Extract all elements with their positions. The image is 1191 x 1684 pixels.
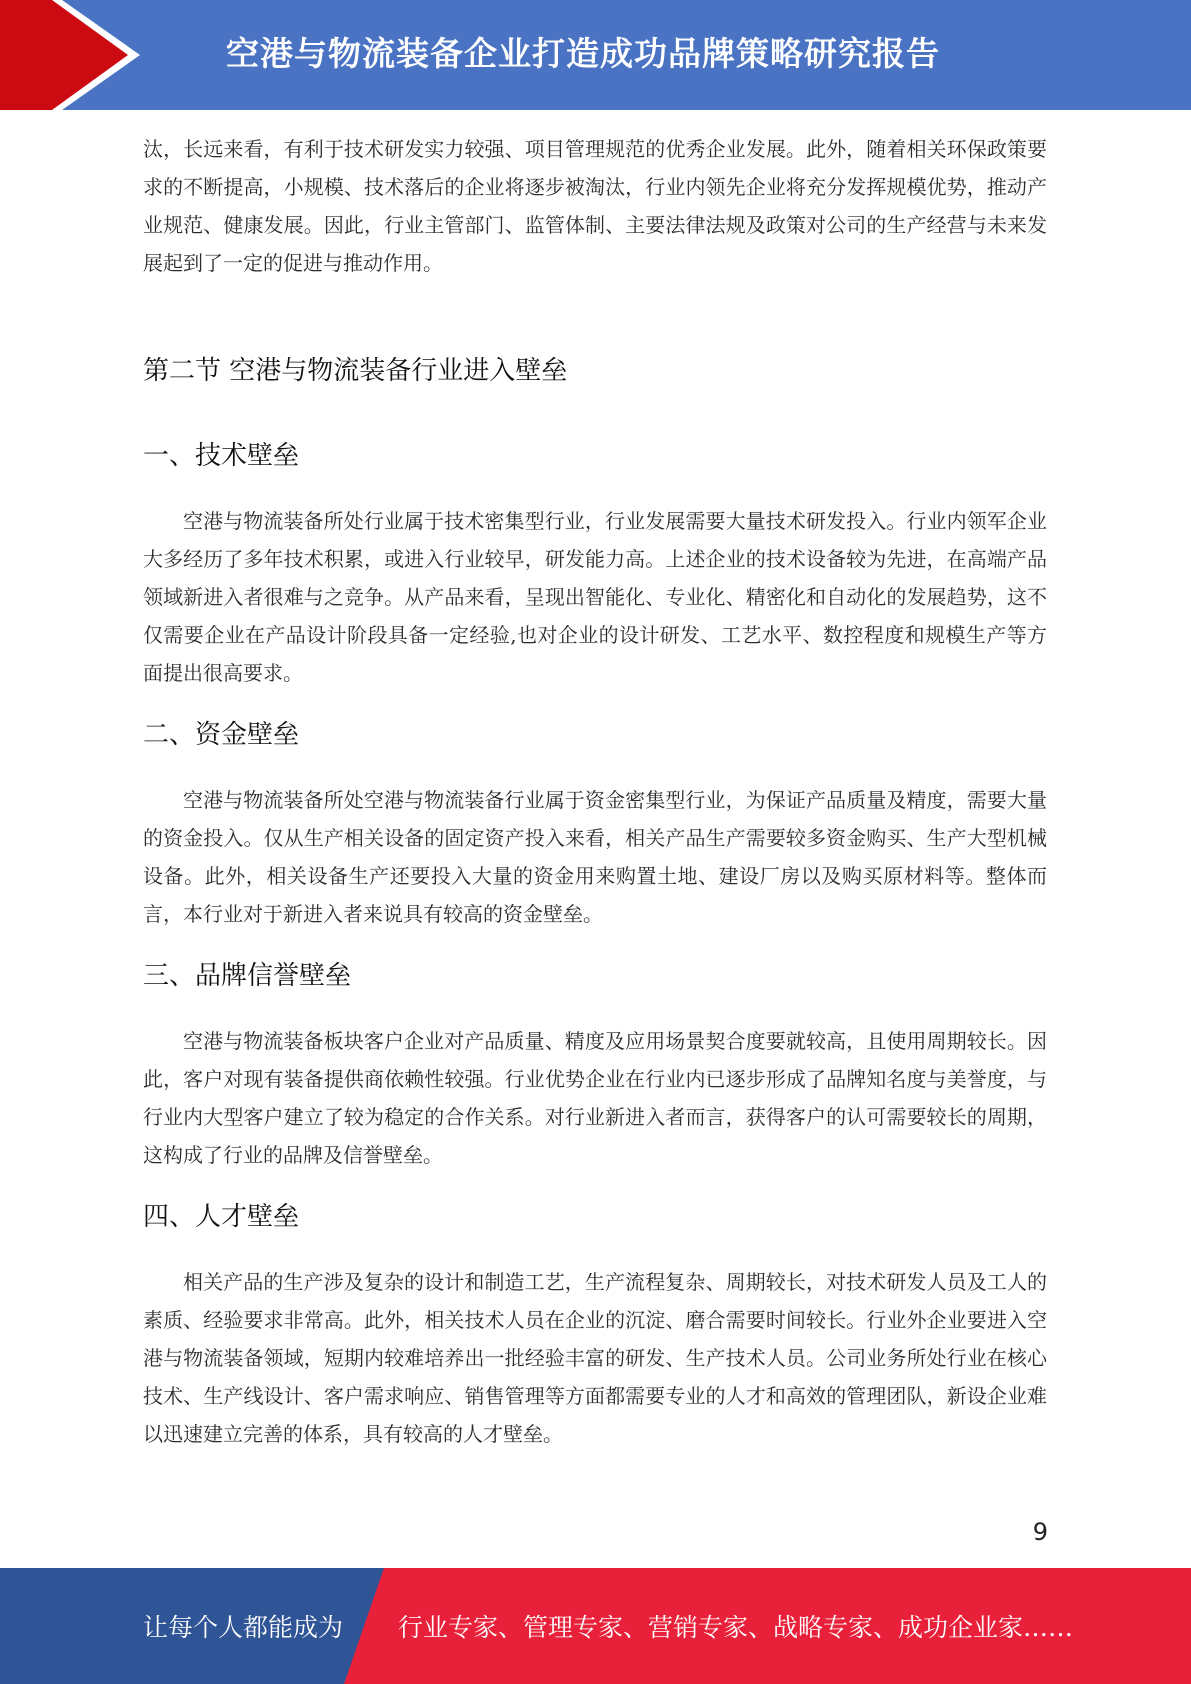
page-header xyxy=(0,0,1191,110)
page-content xyxy=(143,130,1047,1453)
page-number: 9 xyxy=(1032,1518,1048,1546)
subsection-title-brand: 三、品牌信誉壁垒 xyxy=(143,961,352,991)
subsection-title-talent: 四、人才壁垒 xyxy=(143,1202,300,1232)
report-title: 空港与物流装备企业打造成功品牌策略研究报告 xyxy=(226,34,940,73)
subsection-body-brand: 空港与物流装备板块客户企业对产品质量、精度及应用场景契合度要就较高，且使用周期较长。因此，客户对现有装备提供商依赖性较强。行业优势企业在行业内已逐步形成了品牌知名度与美誉度，与行业内大型客户建立了较为稳定的合作关系。对行业新进入者而言，获得客户的认可需要较长的周期，这构成了行业的品牌及信誉壁垒。 xyxy=(143,1029,1047,1167)
subsection-title-capital: 二、资金壁垒 xyxy=(143,720,300,750)
section-title: 第二节 空港与物流装备行业进入壁垒 xyxy=(143,356,568,386)
footer-slogan-left: 让每个人都能成为 xyxy=(143,1613,344,1642)
intro-paragraph: 汰，长远来看，有利于技术研发实力较强、项目管理规范的优秀企业发展。此外，随着相关环保政策要求的不断提高，小规模、技术落后的企业将逐步被淘汰，行业内领先企业将充分发挥规模优势，推动产业规范、健康发展。因此，行业主管部门、监管体制、主要法律法规及政策对公司的生产经营与未来发展起到了一定的促进与推动作用。 xyxy=(143,137,1047,275)
header-arrow-decoration xyxy=(0,0,160,110)
footer-slogan-right: 行业专家、管理专家、营销专家、战略专家、成功企业家…… xyxy=(398,1613,1074,1642)
subsection-body-technology: 空港与物流装备所处行业属于技术密集型行业，行业发展需要大量技术研发投入。行业内领军企业大多经历了多年技术积累，或进入行业较早，研发能力高。上述企业的技术设备较为先进，在高端产品领域新进入者很难与之竞争。从产品来看，呈现出智能化、专业化、精密化和自动化的发展趋势，这不仅需要企业在产品设计阶段具备一定经验,也对企业的设计研发、工艺水平、数控程度和规模生产等方面提出很高要求。 xyxy=(143,509,1047,685)
page-footer xyxy=(0,1568,1191,1684)
subsection-body-talent: 相关产品的生产涉及复杂的设计和制造工艺，生产流程复杂、周期较长，对技术研发人员及工人的素质、经验要求非常高。此外，相关技术人员在企业的沉淀、磨合需要时间较长。行业外企业要进入空港与物流装备领域，短期内较难培养出一批经验丰富的研发、生产技术人员。公司业务所处行业在核心技术、生产线设计、客户需求响应、销售管理等方面都需要专业的人才和高效的管理团队，新设企业难以迅速建立完善的体系，具有较高的人才壁垒。 xyxy=(143,1270,1047,1446)
subsection-title-technology: 一、技术壁垒 xyxy=(143,441,300,471)
subsection-body-capital: 空港与物流装备所处空港与物流装备行业属于资金密集型行业，为保证产品质量及精度，需要大量的资金投入。仅从生产相关设备的固定资产投入来看，相关产品生产需要较多资金购买、生产大型机械设备。此外，相关设备生产还要投入大量的资金用来购置土地、建设厂房以及购买原材料等。整体而言，本行业对于新进入者来说具有较高的资金壁垒。 xyxy=(143,788,1047,926)
